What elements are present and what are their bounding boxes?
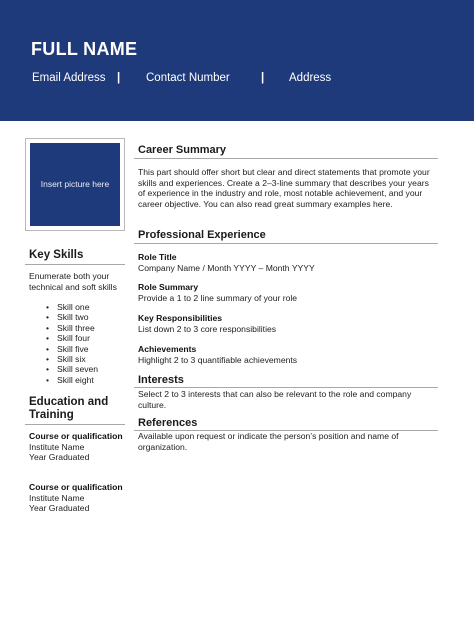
list-item: • Skill four bbox=[46, 333, 98, 343]
achievements-label: Achievements bbox=[138, 344, 197, 354]
role-summary-label: Role Summary bbox=[138, 282, 199, 292]
year-graduated: Year Graduated bbox=[29, 503, 90, 513]
responsibilities-block bbox=[138, 313, 438, 334]
list-item: • Skill three bbox=[46, 323, 98, 333]
list-item: • Skill seven bbox=[46, 364, 98, 374]
education-entry bbox=[29, 482, 125, 514]
interests-divider bbox=[134, 387, 438, 388]
career-summary-text: This part should offer short but clear and direct statements that promote your skills and experiences. Create a 2–3-line summary that describes your years of experience in the industry and role, most notable achievement, and your career objective. You can also read great summary examples here. bbox=[138, 167, 430, 209]
full-name: FULL NAME bbox=[31, 39, 138, 59]
career-summary-divider bbox=[134, 158, 438, 159]
address: Address bbox=[289, 72, 332, 84]
interests-heading: Interests bbox=[138, 374, 184, 386]
interests-text: Select 2 to 3 interests that can also be relevant to the role and company culture. bbox=[138, 389, 412, 410]
responsibilities-label: Key Responsibilities bbox=[138, 313, 223, 323]
role-summary-block bbox=[138, 282, 438, 303]
institute-name: Institute Name bbox=[29, 492, 85, 503]
header-banner bbox=[0, 0, 474, 121]
role-title-label: Role Title bbox=[138, 252, 177, 262]
references-text: Available upon request or indicate the person’s position and name of organization. bbox=[138, 431, 399, 452]
skill-list bbox=[46, 302, 98, 385]
role-title-block bbox=[138, 252, 438, 273]
year-graduated: Year Graduated bbox=[29, 452, 90, 462]
contact-number: Contact Number bbox=[146, 72, 230, 84]
role-summary-text: Provide a 1 to 2 line summary of your role bbox=[138, 292, 298, 303]
key-skills-divider bbox=[25, 264, 125, 265]
contact-separator: | bbox=[261, 72, 265, 84]
responsibilities-text: List down 2 to 3 core responsibilities bbox=[138, 323, 277, 334]
contact-line bbox=[0, 72, 474, 88]
photo-placeholder-text: Insert picture here bbox=[40, 179, 110, 189]
education-entry bbox=[29, 431, 125, 463]
list-item: • Skill eight bbox=[46, 375, 98, 385]
email-address: Email Address bbox=[32, 72, 106, 84]
references-heading: References bbox=[138, 417, 198, 429]
photo-frame[interactable] bbox=[25, 138, 125, 231]
institute-name: Institute Name bbox=[29, 441, 85, 452]
list-item: • Skill six bbox=[46, 354, 98, 364]
achievements-block bbox=[138, 344, 438, 365]
education-divider bbox=[25, 424, 125, 425]
key-skills-heading: Key Skills bbox=[29, 249, 84, 261]
career-summary-heading: Career Summary bbox=[138, 144, 227, 156]
experience-divider bbox=[134, 243, 438, 244]
role-title-text: Company Name / Month YYYY – Month YYYY bbox=[138, 262, 315, 273]
photo-placeholder[interactable] bbox=[30, 143, 120, 226]
list-item: • Skill two bbox=[46, 312, 98, 322]
course-title: Course or qualification bbox=[29, 482, 123, 492]
experience-heading: Professional Experience bbox=[138, 229, 266, 241]
contact-separator: | bbox=[117, 72, 121, 84]
key-skills-intro: Enumerate both your technical and soft skills bbox=[29, 271, 117, 292]
list-item: • Skill five bbox=[46, 344, 98, 354]
list-item: • Skill one bbox=[46, 302, 98, 312]
achievements-text: Highlight 2 to 3 quantifiable achievements bbox=[138, 354, 298, 365]
education-heading: Education and Training bbox=[29, 396, 109, 421]
course-title: Course or qualification bbox=[29, 431, 123, 441]
